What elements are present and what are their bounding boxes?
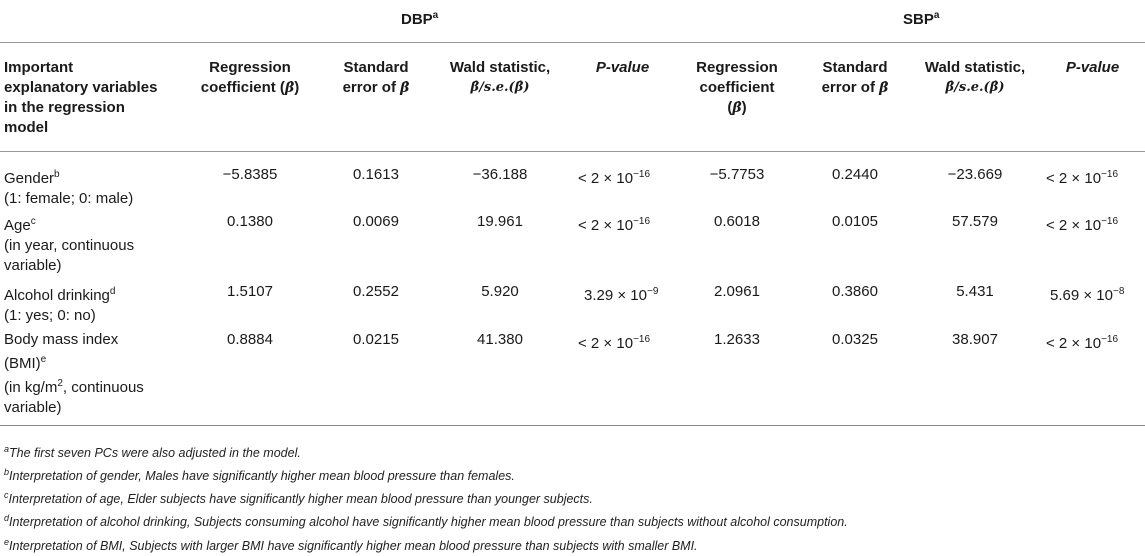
footnote-mark: b (4, 467, 10, 478)
row-label-alcohol (4, 282, 115, 326)
sbp-label: SBP (903, 11, 934, 28)
header-coef-sbp: Regression coefficient (β̂) (678, 58, 796, 118)
row-name: Gender (4, 170, 55, 187)
pvalue-base: < 2 × 10 (1046, 170, 1102, 187)
cell-se-dbp: 0.1613 (353, 166, 399, 183)
footnotes (4, 440, 848, 556)
footnote-text: Interpretation of alcohol drinking, Subjects consuming alcohol have significantly higher mean blood pressure than subjects without alcohol consumption. (9, 515, 848, 530)
wald-fraction: β̂/s.e.(β̂) (945, 80, 1005, 95)
row-sub: (in year, continuous (4, 237, 135, 254)
cell-coef-sbp: 2.0961 (714, 283, 760, 300)
footnote-mark: c (4, 490, 9, 501)
cell-pvalue-dbp (578, 212, 650, 236)
row-sup: d (109, 286, 116, 297)
footnote (4, 463, 848, 486)
footnote (4, 440, 848, 463)
header-se-sbp (800, 58, 910, 98)
row-name: Age (4, 217, 31, 234)
footnote (4, 533, 848, 556)
pvalue-base: < 2 × 10 (578, 170, 634, 187)
cell-pvalue-dbp (578, 330, 650, 354)
cell-coef-dbp: 0.1380 (227, 213, 273, 230)
cell-pvalue-dbp (584, 282, 658, 306)
cell-coef-dbp: 1.5107 (227, 283, 273, 300)
pvalue-base: < 2 × 10 (578, 217, 634, 234)
row-sub-exp: 2 (57, 378, 63, 389)
cell-wald-sbp: 38.907 (952, 331, 998, 348)
table-rule-bottom (0, 425, 1145, 426)
header-wald-dbp (435, 58, 565, 98)
cell-se-dbp: 0.2552 (353, 283, 399, 300)
header-line: Standard (822, 59, 888, 76)
footnote (4, 509, 848, 532)
footnote-mark: e (4, 536, 10, 547)
cell-coef-sbp: 1.2633 (714, 331, 760, 348)
cell-wald-dbp: 5.920 (481, 283, 519, 300)
cell-coef-dbp: 0.8884 (227, 331, 273, 348)
beta-hat-symbol: β̂ (284, 80, 295, 96)
cell-wald-sbp: 5.431 (956, 283, 994, 300)
header-line: Wald statistic, (449, 59, 551, 76)
footnote-mark: a (4, 444, 10, 454)
footnote-text: Interpretation of BMI, Subjects with larger BMI have significantly higher mean blood pressure than subjects with smaller BMI. (9, 538, 698, 553)
cell-wald-sbp: −23.669 (947, 166, 1003, 183)
group-header-dbp (401, 10, 438, 28)
beta-hat-symbol: β̂ (732, 100, 742, 116)
cell-se-sbp: 0.0105 (832, 213, 878, 230)
row-sup: b (54, 169, 60, 180)
header-variable-line: explanatory variables (4, 79, 158, 96)
cell-pvalue-sbp (1046, 212, 1118, 236)
row-label-bmi (4, 330, 144, 418)
pvalue-base: < 2 × 10 (1046, 335, 1102, 352)
header-variable-line: in the regression (4, 99, 125, 116)
header-wald-sbp (910, 58, 1040, 98)
cell-se-sbp: 0.0325 (832, 331, 878, 348)
sbp-sup: a (933, 10, 940, 21)
pvalue-label: P-value (1065, 59, 1120, 76)
pvalue-exp: −8 (1112, 286, 1125, 297)
header-line: error of (821, 79, 880, 96)
pvalue-base: 5.69 × 10 (1050, 287, 1113, 304)
cell-pvalue-sbp (1050, 282, 1124, 306)
footnote (4, 486, 848, 509)
row-sub: , continuous (62, 379, 144, 396)
row-name: Body mass index (4, 331, 119, 348)
pvalue-base: < 2 × 10 (1046, 217, 1102, 234)
row-sup: e (40, 354, 47, 365)
header-se-dbp (318, 58, 434, 98)
dbp-sup: a (432, 10, 439, 21)
cell-pvalue-dbp (578, 165, 650, 189)
row-sub: variable) (4, 399, 62, 416)
header-line: Regression (696, 59, 778, 76)
footnote-text: Interpretation of gender, Males have significantly higher mean blood pressure than females. (9, 469, 515, 484)
row-sub: (1: female; 0: male) (4, 190, 134, 207)
footnote-text: Interpretation of age, Elder subjects have significantly higher mean blood pressure than younger subjects. (8, 492, 593, 507)
cell-se-dbp: 0.0215 (353, 331, 399, 348)
header-line: Wald statistic, (924, 59, 1026, 76)
row-label-age (4, 212, 134, 276)
pvalue-exp: −16 (633, 216, 651, 227)
header-pvalue-dbp (570, 58, 675, 78)
cell-wald-dbp: −36.188 (472, 166, 528, 183)
wald-fraction: β̂/s.e.(β̂) (470, 80, 530, 95)
header-line: Standard (343, 59, 409, 76)
pvalue-exp: −16 (633, 334, 651, 345)
row-sup: c (30, 216, 36, 227)
cell-coef-dbp: −5.8385 (222, 166, 278, 183)
header-line: error of (342, 79, 401, 96)
pvalue-exp: −16 (1101, 334, 1119, 345)
row-sub: (in kg/m (4, 379, 58, 396)
pvalue-base: < 2 × 10 (578, 335, 634, 352)
header-coef-dbp: Regression coefficient (β̂) (180, 58, 320, 98)
cell-se-dbp: 0.0069 (353, 213, 399, 230)
dbp-label: DBP (401, 11, 433, 28)
pvalue-label: P-value (595, 59, 650, 76)
header-variable-line: Important (4, 59, 74, 76)
header-rule-bottom (0, 151, 1145, 152)
pvalue-exp: −16 (1101, 216, 1119, 227)
cell-wald-sbp: 57.579 (952, 213, 998, 230)
cell-coef-sbp: 0.6018 (714, 213, 760, 230)
pvalue-base: 3.29 × 10 (584, 287, 647, 304)
header-line: coefficient ( (200, 79, 285, 96)
pvalue-exp: −16 (633, 169, 651, 180)
cell-wald-dbp: 19.961 (477, 213, 523, 230)
cell-coef-sbp: −5.7753 (709, 166, 765, 183)
row-name: Alcohol drinking (4, 287, 110, 304)
row-sub: variable) (4, 257, 62, 274)
header-variable (4, 58, 174, 138)
row-sub: (1: yes; 0: no) (4, 307, 96, 324)
pvalue-exp: −16 (1101, 169, 1119, 180)
cell-pvalue-sbp (1046, 165, 1118, 189)
header-rule-top (0, 42, 1145, 43)
cell-se-sbp: 0.3860 (832, 283, 878, 300)
beta-hat-symbol: β̂ (879, 80, 889, 96)
footnote-mark: d (4, 513, 10, 524)
cell-wald-dbp: 41.380 (477, 331, 523, 348)
cell-se-sbp: 0.2440 (832, 166, 878, 183)
row-label-gender (4, 165, 133, 209)
pvalue-exp: −9 (646, 286, 659, 297)
header-pvalue-sbp (1040, 58, 1145, 78)
header-line: coefficient (699, 79, 775, 96)
header-line: Regression (209, 59, 291, 76)
footnote-text: The first seven PCs were also adjusted in the model. (9, 446, 301, 461)
group-header-sbp (903, 10, 939, 28)
row-sub: (BMI) (4, 355, 41, 372)
header-line: ( (727, 99, 733, 116)
beta-hat-symbol: β̂ (400, 80, 410, 96)
cell-pvalue-sbp (1046, 330, 1118, 354)
header-variable-line: model (4, 119, 49, 136)
